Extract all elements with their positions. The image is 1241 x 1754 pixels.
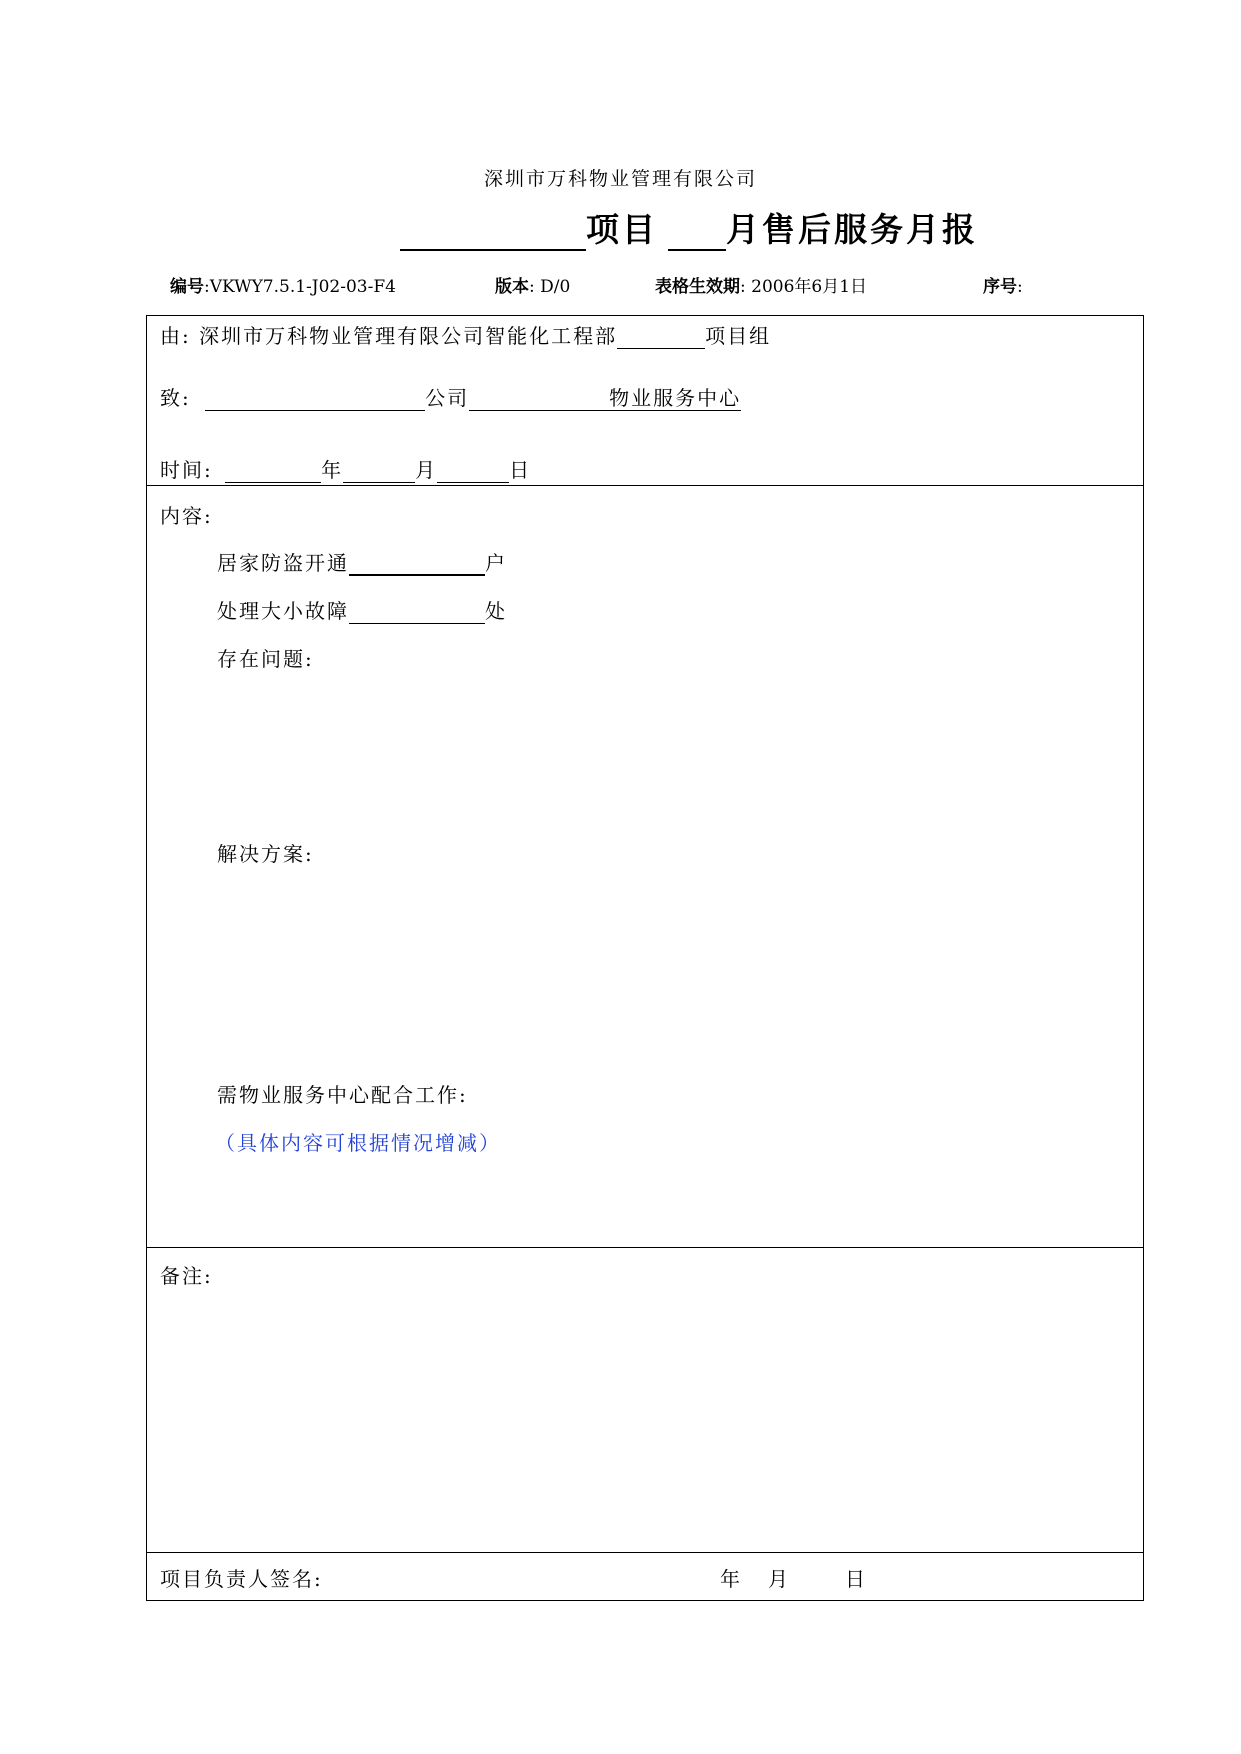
divider-content bbox=[146, 1247, 1144, 1248]
title-project: 项目 bbox=[586, 210, 658, 249]
security-row bbox=[217, 547, 507, 576]
meta-date-label: 表格生效期 bbox=[655, 277, 740, 297]
to-company-blank[interactable] bbox=[205, 388, 425, 411]
report-form bbox=[146, 315, 1144, 1601]
project-name-blank[interactable] bbox=[400, 215, 586, 251]
signature-year: 年 bbox=[720, 1567, 742, 1591]
title-report: 月售后服务月报 bbox=[726, 210, 978, 249]
meta-seq-value: : bbox=[1017, 277, 1023, 297]
security-label: 居家防盗开通 bbox=[217, 551, 349, 575]
time-month: 月 bbox=[415, 458, 438, 482]
signature-label: 项目负责人签名: bbox=[160, 1567, 323, 1591]
from-text: 深圳市万科物业管理有限公司智能化工程部 bbox=[199, 324, 618, 348]
meta-seq-label: 序号 bbox=[983, 277, 1017, 297]
to-company: 公司 bbox=[425, 386, 470, 410]
solution-label: 解决方案: bbox=[217, 842, 314, 866]
fault-label: 处理大小故障 bbox=[217, 599, 349, 623]
cooperate-label: 需物业服务中心配合工作: bbox=[217, 1083, 468, 1107]
meta-version bbox=[495, 272, 570, 297]
company-name: 深圳市万科物业管理有限公司 bbox=[483, 168, 757, 190]
time-label: 时间: bbox=[160, 458, 213, 482]
from-suffix: 项目组 bbox=[705, 324, 772, 348]
time-month-blank[interactable] bbox=[343, 460, 415, 483]
problems-label: 存在问题: bbox=[217, 647, 314, 671]
time-day-blank[interactable] bbox=[437, 460, 509, 483]
signature-month: 月 bbox=[768, 1567, 790, 1591]
meta-date bbox=[655, 272, 867, 297]
to-center: 物业服务中心 bbox=[609, 386, 742, 410]
meta-code-label: 编号 bbox=[170, 277, 204, 297]
security-count-blank[interactable] bbox=[349, 552, 485, 576]
report-title bbox=[400, 204, 978, 251]
to-label: 致: bbox=[160, 386, 191, 410]
content-label: 内容: bbox=[160, 504, 213, 528]
meta-version-label: 版本 bbox=[495, 277, 529, 297]
meta-date-value: : 2006年6月1日 bbox=[740, 277, 868, 297]
meta-code bbox=[170, 272, 396, 297]
divider-remarks bbox=[146, 1552, 1144, 1553]
meta-seq bbox=[983, 272, 1023, 297]
fault-count-blank[interactable] bbox=[349, 601, 485, 624]
month-blank[interactable] bbox=[668, 215, 726, 251]
fault-row bbox=[217, 595, 507, 624]
signature-day: 日 bbox=[845, 1567, 867, 1591]
time-row bbox=[160, 454, 531, 483]
divider-header bbox=[146, 485, 1144, 486]
project-group-blank[interactable] bbox=[617, 326, 705, 349]
time-day: 日 bbox=[509, 458, 532, 482]
remarks-label: 备注: bbox=[160, 1264, 213, 1288]
meta-version-value: : D/0 bbox=[529, 277, 571, 297]
fault-unit: 处 bbox=[485, 599, 507, 623]
from-row bbox=[160, 320, 771, 349]
adjustable-note: （具体内容可根据情况增减） bbox=[215, 1131, 501, 1155]
time-year: 年 bbox=[321, 458, 344, 482]
time-year-blank[interactable] bbox=[225, 460, 321, 483]
to-center-blank[interactable] bbox=[469, 388, 609, 411]
to-row bbox=[160, 382, 741, 411]
security-unit: 户 bbox=[485, 551, 507, 575]
from-label: 由: bbox=[160, 324, 191, 348]
meta-code-value: :VKWY7.5.1-J02-03-F4 bbox=[204, 277, 396, 297]
